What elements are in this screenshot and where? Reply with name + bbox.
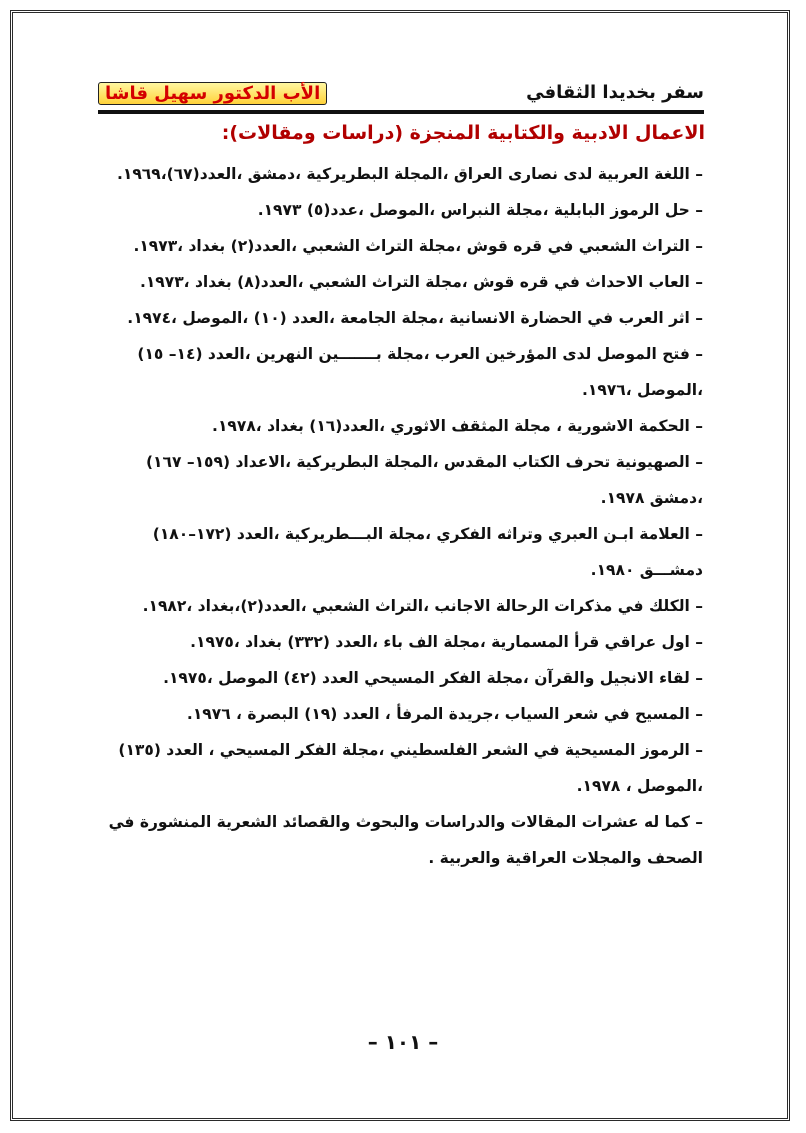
list-item: – الحكمة الاشورية ، مجلة المثقف الاثوري ،العدد(١٦) بغداد ،١٩٧٨.: [212, 417, 703, 435]
list-item: – الرموز المسيحية في الشعر الفلسطيني ،مجلة الفكر المسيحي ، العدد (١٣٥) ،الموصل ، ١٩٧٨.: [118, 741, 703, 795]
list-item: – حل الرموز البابلية ،مجلة النبراس ،الموصل ،عدد(٥) ١٩٧٣.: [257, 201, 703, 219]
list-item: – المسيح في شعر السياب ،جريدة المرفأ ، العدد (١٩) البصرة ، ١٩٧٦.: [186, 705, 703, 723]
page-number: – ١٠١ –: [367, 1030, 439, 1054]
section-title: الاعمال الادبية والكتابية المنجزة (دراسات ومقالات):: [221, 122, 705, 144]
list-item: – كما له عشرات المقالات والدراسات والبحوث والقصائد الشعرية المنشورة في الصحف والمجلات العراقية والعربية .: [108, 813, 703, 867]
list-item: – لقاء الانجيل والقرآن ،مجلة الفكر المسيحي العدد (٤٢) الموصل ،١٩٧٥.: [163, 669, 703, 687]
book-title: سفر بخديدا الثقافي: [526, 82, 704, 103]
list-item: – الكلك في مذكرات الرحالة الاجانب ،التراث الشعبي ،العدد(٢)،بغداد ،١٩٨٢.: [142, 597, 703, 615]
page-content: [100, 118, 705, 876]
list-item: – فتح الموصل لدى المؤرخين العرب ،مجلة بـــــــين النهرين ،العدد (١٤– ١٥) ،الموصل ،١٩٧٦.: [137, 345, 703, 399]
list-item: – اللغة العربية لدى نصارى العراق ،المجلة البطريركية ،دمشق ،العدد(٦٧)،١٩٦٩.: [116, 165, 703, 183]
entries-list: [100, 156, 705, 876]
list-item: – التراث الشعبي في قره قوش ،مجلة التراث الشعبي ،العدد(٢) بغداد ،١٩٧٣.: [133, 237, 703, 255]
list-item: – العاب الاحداث في قره قوش ،مجلة التراث الشعبي ،العدد(٨) بغداد ،١٩٧٣.: [139, 273, 703, 291]
list-item: – اول عراقي قرأ المسمارية ،مجلة الف باء ،العدد (٣٣٢) بغداد ،١٩٧٥.: [190, 633, 703, 651]
list-item: – اثر العرب في الحضارة الانسانية ،مجلة الجامعة ،العدد (١٠) ،الموصل ،١٩٧٤.: [127, 309, 703, 327]
page-header: [98, 82, 704, 108]
author-name: الأب الدكتور سهيل قاشا: [98, 82, 327, 105]
list-item: – العلامة ابـن العبري وتراثه الفكري ،مجلة البـــطريركية ،العدد (١٧٢–١٨٠) دمشـــق ١٩٨٠.: [152, 525, 703, 579]
list-item: – الصهيونية تحرف الكتاب المقدس ،المجلة البطريركية ،الاعداد (١٥٩– ١٦٧) ،دمشق ١٩٧٨.: [145, 453, 703, 507]
header-divider: [98, 110, 704, 114]
